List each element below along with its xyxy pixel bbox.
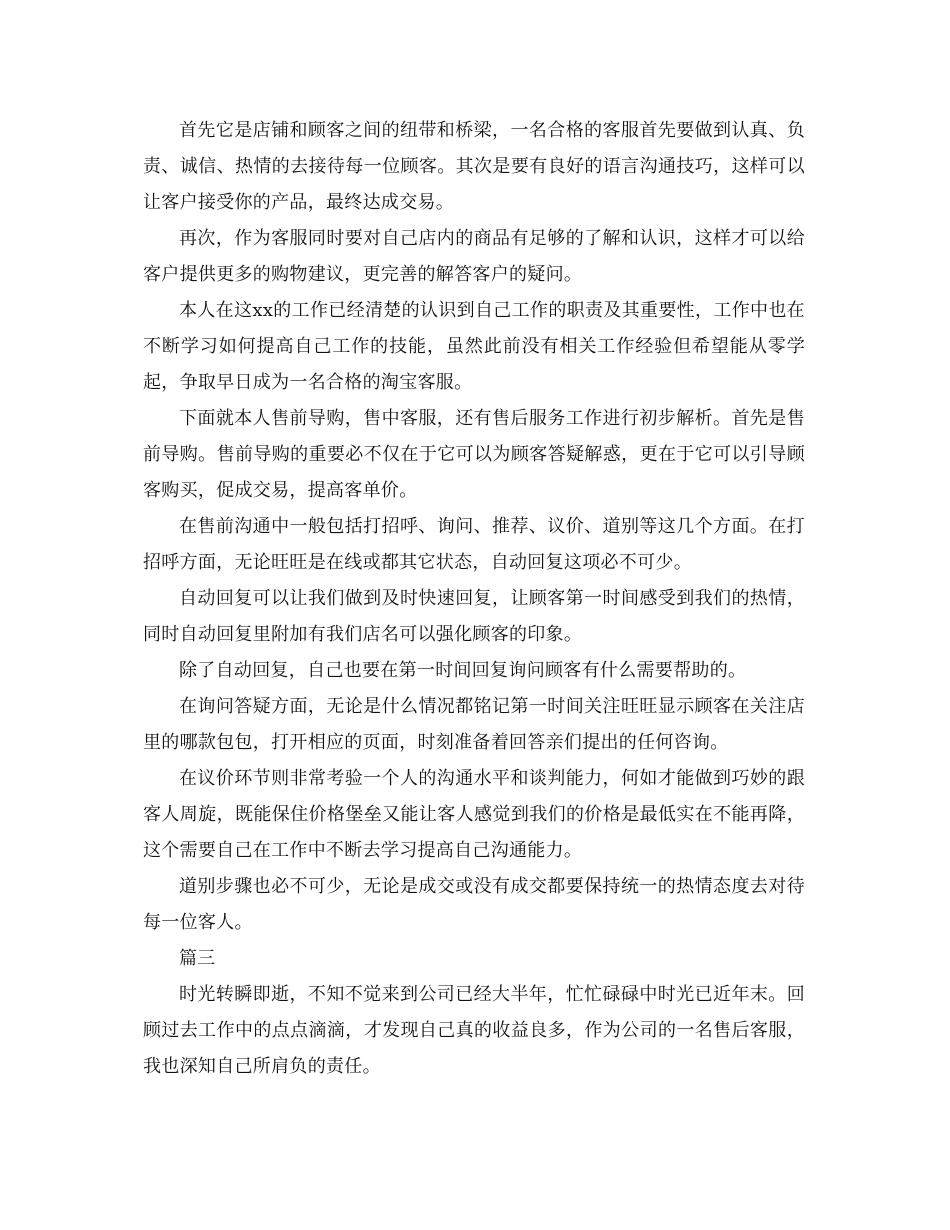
paragraph: 在询问答疑方面，无论是什么情况都铭记第一时间关注旺旺显示顾客在关注店里的哪款包包，打开相应的页面，时刻准备着回答亲们提出的任何咨询。 xyxy=(143,696,805,753)
paragraph: 本人在这xx的工作已经清楚的认识到自己工作的职责及其重要性，工作中也在不断学习如何提高自己工作的技能，虽然此前没有相关工作经验但希望能从零学起，争取早日成为一名合格的淘宝客服。 xyxy=(143,300,805,393)
section-heading: 篇三 xyxy=(179,948,216,969)
paragraph: 除了自动回复，自己也要在第一时间回复询问顾客有什么需要帮助的。 xyxy=(179,660,747,681)
paragraph: 再次，作为客服同时要对自己店内的商品有足够的了解和认识，这样才可以给客户提供更多的购物建议，更完善的解答客户的疑问。 xyxy=(143,228,805,285)
paragraph: 在售前沟通中一般包括打招呼、询问、推荐、议价、道别等这几个方面。在打招呼方面，无论旺旺是在线或都其它状态，自动回复这项必不可少。 xyxy=(143,516,805,573)
paragraph: 道别步骤也必不可少，无论是成交或没有成交都要保持统一的热情态度去对待每一位客人。 xyxy=(143,876,805,933)
paragraph: 下面就本人售前导购，售中客服，还有售后服务工作进行初步解析。首先是售前导购。售前导购的重要必不仅在于它可以为顾客答疑解惑，更在于它可以引导顾客购买，促成交易，提高客单价。 xyxy=(143,408,805,501)
paragraph: 自动回复可以让我们做到及时快速回复，让顾客第一时间感受到我们的热情，同时自动回复里附加有我们店名可以强化顾客的印象。 xyxy=(143,588,805,645)
paragraph: 时光转瞬即逝，不知不觉来到公司已经大半年，忙忙碌碌中时光已近年末。回顾过去工作中的点点滴滴，才发现自己真的收益良多，作为公司的一名售后客服，我也深知自己所肩负的责任。 xyxy=(143,984,805,1077)
document-body xyxy=(143,113,805,1085)
paragraph: 在议价环节则非常考验一个人的沟通水平和谈判能力，何如才能做到巧妙的跟客人周旋，既能保住价格堡垒又能让客人感觉到我们的价格是最低实在不能再降，这个需要自己在工作中不断去学习提高自己沟通能力。 xyxy=(143,768,805,861)
paragraph: 首先它是店铺和顾客之间的纽带和桥梁，一名合格的客服首先要做到认真、负责、诚信、热情的去接待每一位顾客。其次是要有良好的语言沟通技巧，这样可以让客户接受你的产品，最终达成交易。 xyxy=(143,120,805,213)
